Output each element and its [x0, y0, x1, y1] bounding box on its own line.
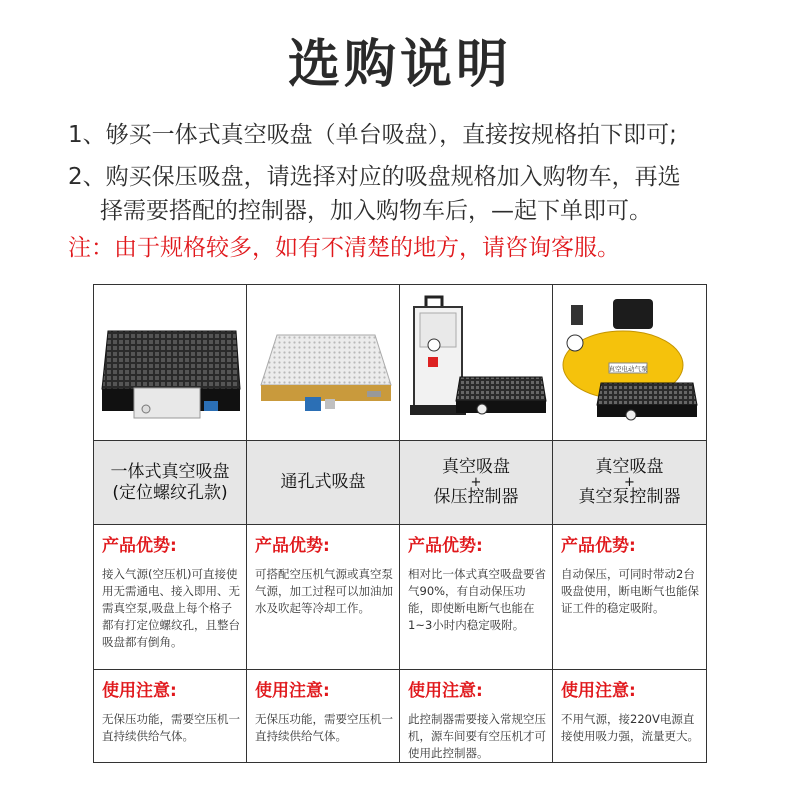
- product-image-integrated-chuck: [94, 285, 246, 441]
- product-name-line: 真空泵控制器: [578, 487, 681, 507]
- advantage-cell: [400, 525, 552, 670]
- product-column-through-hole: [247, 285, 400, 762]
- comparison-table: [93, 284, 707, 763]
- caution-heading: 使用注意:: [561, 681, 636, 701]
- advantage-cell: [247, 525, 399, 670]
- advantage-cell: [94, 525, 246, 670]
- advantage-cell: [553, 525, 706, 670]
- product-column-pressure-controller: [400, 285, 553, 762]
- caution-cell: [553, 670, 706, 764]
- product-name-line: 保压控制器: [433, 487, 519, 507]
- instruction-line-3: 择需要搭配的控制器，加入购物车后，—起下单即可。: [100, 198, 652, 224]
- product-name-through-hole: [247, 441, 399, 525]
- advantage-text: 自动保压，可同时带动2台吸盘使用，断电断气也能保证工件的稳定吸附。: [561, 567, 699, 615]
- compressor-label: 真空电动气泵: [608, 365, 648, 373]
- advantage-heading: 产品优势:: [561, 536, 636, 556]
- advantage-text: 可搭配空压机气源或真空泵气源，加工过程可以加油加水及吹起等冷却工作。: [255, 567, 393, 615]
- product-name-line: 真空吸盘: [595, 457, 664, 477]
- product-image-pressure-controller: [400, 285, 552, 441]
- product-name-line: 真空吸盘: [442, 457, 510, 477]
- caution-text: 无保压功能，需要空压机一直持续供给气体。: [255, 712, 393, 743]
- caution-cell: [247, 670, 399, 764]
- product-name-line: (定位螺纹孔款): [112, 482, 228, 503]
- product-column-integrated: [94, 285, 247, 762]
- product-name-line: 通孔式吸盘: [280, 472, 366, 492]
- page-title: 选购说明: [287, 35, 512, 95]
- note-line: 注：由于规格较多，如有不清楚的地方，请咨询客服。: [68, 235, 620, 261]
- product-image-pump-controller: [553, 285, 706, 441]
- instruction-line-2: 2、购买保压吸盘，请选择对应的吸盘规格加入购物车，再选: [68, 164, 681, 190]
- product-name-integrated: [94, 441, 246, 525]
- product-name-pump-controller: [553, 441, 706, 525]
- advantage-heading: 产品优势:: [408, 536, 483, 556]
- product-column-pump-controller: [553, 285, 706, 762]
- caution-text: 不用气源，接220V电源直接使用吸力强，流量更大。: [561, 712, 699, 743]
- plus-sign: +: [624, 475, 635, 490]
- caution-cell: [400, 670, 552, 764]
- caution-heading: 使用注意:: [408, 681, 483, 701]
- caution-cell: [94, 670, 246, 764]
- advantage-text: 接入气源(空压机)可直接使用无需通电、接入即用、无需真空泵,吸盘上每个格子都有打定位螺纹孔，且整台吸盘都有倒角。: [102, 567, 240, 649]
- caution-text: 此控制器需要接入常规空压机，源车间要有空压机才可使用此控制器。: [408, 712, 546, 760]
- instruction-line-1: 1、够买一体式真空吸盘（单台吸盘），直接按规格拍下即可;: [68, 122, 677, 148]
- advantage-heading: 产品优势:: [102, 536, 177, 556]
- caution-heading: 使用注意:: [102, 681, 177, 701]
- product-image-through-hole-chuck: [247, 285, 399, 441]
- product-name-pressure-controller: [400, 441, 552, 525]
- plus-sign: +: [470, 475, 482, 490]
- advantage-heading: 产品优势:: [255, 536, 330, 556]
- caution-heading: 使用注意:: [255, 681, 330, 701]
- caution-text: 无保压功能，需要空压机一直持续供给气体。: [102, 712, 240, 743]
- product-name-line: 一体式真空吸盘: [110, 461, 230, 482]
- advantage-text: 相对比一体式真空吸盘要省气90%，有自动保压功能，即使断电断气也能在1~3小时内稳定吸附。: [408, 567, 546, 632]
